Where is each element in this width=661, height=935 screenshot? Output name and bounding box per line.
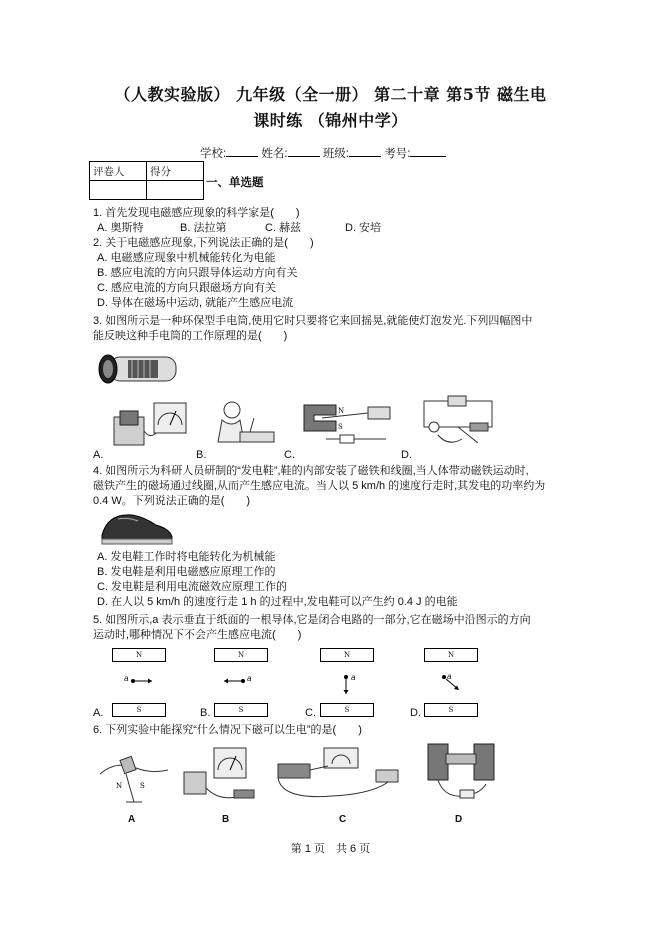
q5-b-north-magnet: N (214, 648, 268, 662)
student-info-line (200, 145, 446, 161)
q6-figure-a[interactable] (96, 744, 172, 806)
q1-stem: 1. 首先发现电磁感应现象的科学家是( ) (93, 207, 300, 219)
q2-option-b[interactable]: B. 感应电流的方向只跟导体运动方向有关 (97, 267, 298, 279)
q3-stem-line2: 能反映这种手电筒的工作原理的是( ) (93, 330, 288, 342)
q6-figure-d[interactable] (424, 740, 500, 804)
flashlight-figure (98, 351, 180, 387)
q6-label-d[interactable]: D (455, 814, 463, 825)
q5-label-b[interactable]: B. (200, 707, 211, 719)
generator-shoe-figure (98, 507, 176, 547)
q4-stem-line1: 4. 如图所示为科研人员研制的“发电鞋”,鞋的内部安装了磁铁和线圈,当人体带动磁铁运动时, (93, 465, 529, 477)
svg-text:S: S (338, 423, 343, 431)
q4-option-c[interactable]: C. 发电鞋是利用电流磁效应原理工作的 (97, 581, 288, 593)
class-blank[interactable] (349, 146, 381, 157)
q5-a-south-magnet: S (112, 703, 166, 717)
reviewer-header: 评卷人 (90, 162, 147, 181)
q3-label-d[interactable]: D. (401, 449, 412, 461)
q3-figure-a[interactable] (110, 397, 190, 449)
q4-stem-line2: 磁铁产生的磁场通过线圈,从而产生感应电流。当人以 5 km/h 的速度行走时,其发电的功率约为 (93, 480, 546, 492)
q5-c-south-magnet: S (320, 703, 374, 717)
school-label: 学校: (200, 148, 227, 160)
q3-label-b[interactable]: B. (196, 449, 207, 461)
q5-c-conductor: a (351, 673, 356, 682)
q1-option-c[interactable]: C. 赫兹 (265, 222, 302, 234)
q2-option-d[interactable]: D. 导体在磁场中运动, 就能产生感应电流 (97, 297, 294, 309)
q1-option-d[interactable]: D. 安培 (345, 222, 382, 234)
q5-d-south-magnet: S (424, 703, 478, 717)
reviewer-cell[interactable] (90, 181, 147, 200)
q5-stem-line1: 5. 如图所示,a 表示垂直于纸面的一根导体,它是闭合电路的一部分,它在磁场中沿图示的方向 (93, 614, 531, 626)
q6-label-c[interactable]: C (339, 814, 347, 825)
section-heading: 一、单选题 (206, 177, 264, 189)
q6-figure-b[interactable] (180, 742, 266, 806)
q5-b-conductor: a (247, 674, 252, 683)
q1-option-b[interactable]: B. 法拉第 (180, 222, 227, 234)
q3-label-a[interactable]: A. (93, 449, 104, 461)
page-footer: 第 1 页 共 6 页 (290, 843, 371, 855)
q2-option-a[interactable]: A. 电磁感应现象中机械能转化为电能 (97, 252, 276, 264)
q5-b-south-magnet: S (214, 703, 268, 717)
q5-label-a[interactable]: A. (93, 707, 104, 719)
q5-d-north-magnet: N (424, 648, 478, 662)
q3-figure-c[interactable] (296, 397, 396, 449)
q4-stem-line3: 0.4 W。下列说法正确的是( ) (93, 495, 251, 507)
q5-a-conductor: a (124, 674, 129, 683)
q5-label-c[interactable]: C. (305, 707, 316, 719)
class-label: 班级: (322, 148, 350, 160)
q5-a-north-magnet: N (112, 648, 166, 662)
q6-label-a[interactable]: A (128, 814, 136, 825)
q5-d-conductor: a (447, 672, 452, 681)
svg-text:S: S (140, 782, 145, 790)
q5-stem-line2: 运动时,哪种情况下不会产生感应电流( ) (93, 629, 302, 641)
q4-option-a[interactable]: A. 发电鞋工作时将电能转化为机械能 (97, 551, 276, 563)
exam-no-label: 考号: (384, 148, 411, 160)
score-header: 得分 (147, 162, 204, 181)
name-blank[interactable] (288, 146, 320, 157)
exam-no-blank[interactable] (410, 146, 446, 157)
q3-stem-line1: 3. 如图所示是一种环保型手电筒,使用它时只要将它来回摇晃,就能使灯泡发光.下列四幅图中 (93, 315, 533, 327)
q6-figure-c[interactable] (272, 742, 406, 806)
score-table (89, 161, 204, 200)
q4-option-b[interactable]: B. 发电鞋是利用电磁感应原理工作的 (97, 566, 276, 578)
q6-stem: 6. 下列实验中能探究“什么情况下磁可以生电”的是( ) (93, 724, 362, 736)
q3-figure-d[interactable] (418, 395, 498, 450)
q2-stem: 2. 关于电磁感应现象,下列说法正确的是( ) (93, 237, 314, 249)
q4-option-d[interactable]: D. 在人以 5 km/h 的速度行走 1 h 的过程中,发电鞋可以产生约 0.4 J 的电能 (97, 596, 458, 608)
svg-text:N: N (116, 782, 123, 790)
document-title-line2: 课时练 （锦州中学） (253, 111, 408, 130)
q5-label-d[interactable]: D. (410, 707, 421, 719)
q6-label-b[interactable]: B (222, 814, 230, 825)
name-label: 姓名: (261, 148, 288, 160)
score-cell[interactable] (147, 181, 204, 200)
document-title-line1: （人教实验版） 九年级（全一册） 第二十章 第5节 磁生电 (114, 85, 547, 104)
q2-option-c[interactable]: C. 感应电流的方向只跟磁场方向有关 (97, 282, 277, 294)
q5-c-north-magnet: N (320, 648, 374, 662)
q3-figure-b[interactable] (210, 398, 280, 448)
q3-label-c[interactable]: C. (284, 449, 295, 461)
svg-text:N: N (338, 407, 345, 415)
school-blank[interactable] (226, 146, 258, 157)
q1-option-a[interactable]: A. 奥斯特 (97, 222, 144, 234)
